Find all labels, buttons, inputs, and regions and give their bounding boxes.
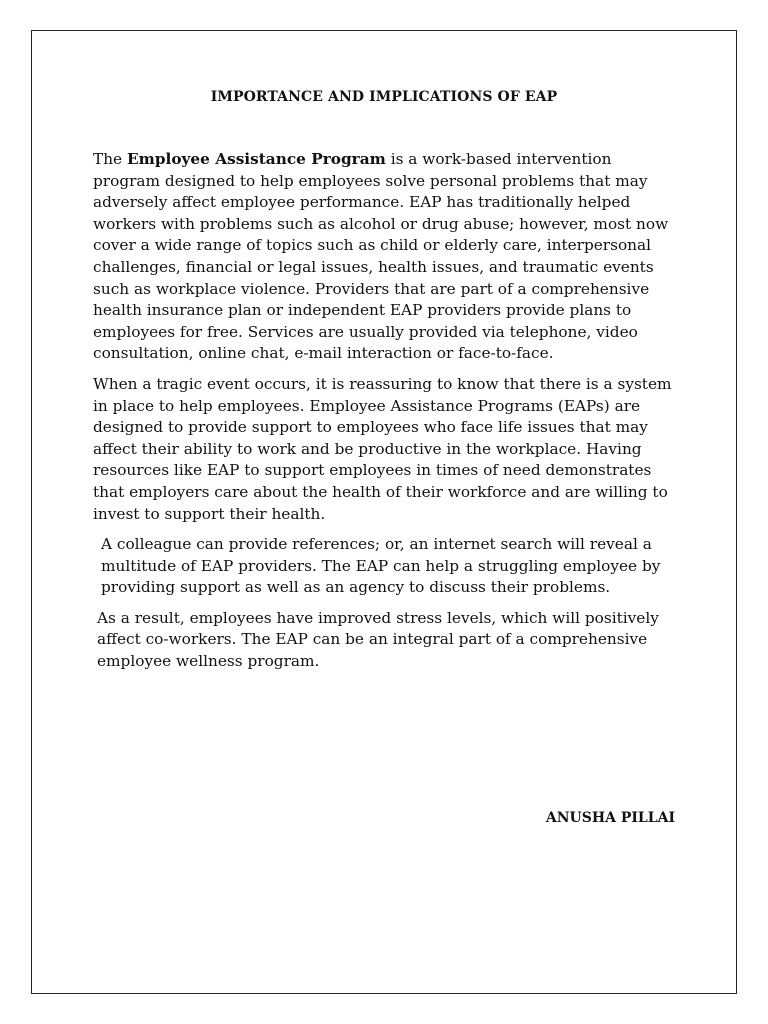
paragraph-1: [93, 149, 683, 365]
paragraph-1-lead: The: [93, 150, 127, 168]
paragraph-3: A colleague can provide references; or, an internet search will reveal a multitude of EAP providers. The EAP can help a struggling employee by providing support as well as an agency to discuss their problems.: [101, 535, 661, 597]
paragraph-1-bold-term: Employee Assistance Program: [126, 150, 386, 168]
paragraph-1-rest: is a work-based intervention program designed to help employees solve personal problems that may adversely affect employee performance. EAP has traditionally helped workers with problems such as alcohol or drug abuse; however, most now cover a wide range of topics such as child or elderly care, interpersonal challenges, financial or legal issues, health issues, and traumatic events such as workplace violence. Providers that are part of a comprehensive health insurance plan or independent EAP providers provide plans to employees for free. Services are usually provided via telephone, video consultation, online chat, e-mail interaction or face-to-face.: [93, 150, 669, 363]
paragraph-4: As a result, employees have improved stress levels, which will positively affect co-workers. The EAP can be an integral part of a comprehensive employee wellness program.: [97, 608, 659, 671]
author-signature: ANUSHA PILLAI: [545, 810, 675, 826]
document-body: [93, 149, 683, 682]
paragraph-2: When a tragic event occurs, it is reassuring to know that there is a system in place to help employees. Employee Assistance Programs (EAPs) are designed to provide support to employees who face life issues that may affect their ability to work and be productive in the workplace. Having resources like EAP to support employees in times of need demonstrates that employers care about the health of their workforce and are willing to invest to support their health.: [93, 374, 672, 523]
document-title: IMPORTANCE AND IMPLICATIONS OF EAP: [210, 89, 558, 105]
